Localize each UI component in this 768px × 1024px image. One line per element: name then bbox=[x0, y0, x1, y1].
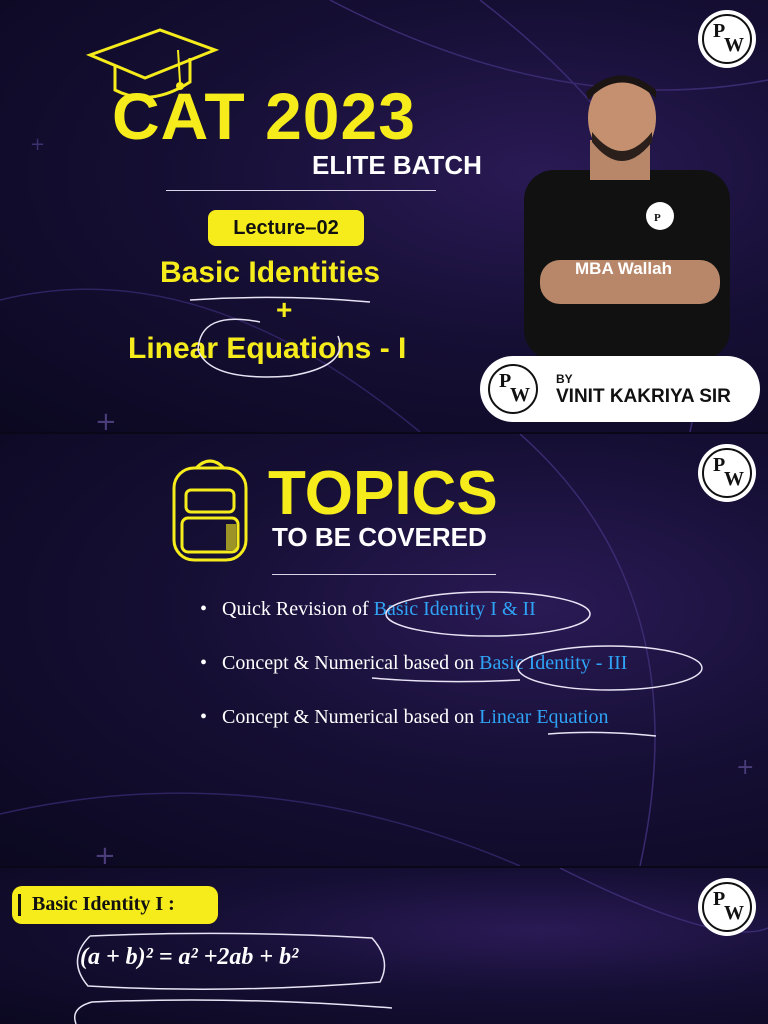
presenter-name: VINIT KAKRIYA SIR bbox=[556, 386, 731, 407]
svg-text:+: + bbox=[95, 407, 117, 432]
backpack-icon bbox=[166, 454, 254, 564]
topic-line-1: Basic Identities bbox=[160, 256, 381, 289]
pw-logo-icon: P W bbox=[698, 444, 756, 502]
list-item: • Concept & Numerical based on Basic Identity - III bbox=[200, 652, 628, 674]
topic-highlight: Basic Identity I & II bbox=[373, 598, 536, 620]
lecture-badge: Lecture–02 bbox=[208, 210, 364, 246]
svg-text:P: P bbox=[654, 212, 661, 224]
pw-logo-icon: P W bbox=[484, 360, 542, 418]
batch-label: ELITE BATCH bbox=[312, 150, 482, 180]
divider bbox=[166, 190, 436, 191]
topics-title: TOPICS bbox=[268, 459, 498, 528]
topic-line-2: Linear Equations - I bbox=[128, 332, 407, 365]
topic-highlight: Basic Identity - III bbox=[479, 652, 628, 674]
topics-subtitle: TO BE COVERED bbox=[272, 522, 487, 552]
course-title: CAT 2023 bbox=[112, 79, 416, 153]
svg-text:+: + bbox=[30, 134, 46, 155]
by-label: BY bbox=[556, 372, 573, 386]
identity-slide bbox=[0, 866, 768, 1024]
svg-text:+: + bbox=[94, 841, 116, 866]
plus-sign: + bbox=[276, 294, 293, 325]
pw-logo-icon: P W bbox=[698, 878, 756, 936]
presenter-photo bbox=[520, 70, 740, 360]
list-item: • Quick Revision of Basic Identity I & II bbox=[200, 598, 536, 620]
svg-text:+: + bbox=[736, 755, 755, 780]
identity-formula: (a + b)² = a² +2ab + b² bbox=[80, 944, 299, 970]
topic-list bbox=[200, 594, 627, 756]
shirt-text: MBA Wallah bbox=[575, 259, 672, 278]
divider bbox=[272, 574, 496, 575]
pw-logo-icon: P W bbox=[698, 10, 756, 68]
list-item: • Concept & Numerical based on Linear Equation bbox=[200, 706, 609, 728]
topics-slide bbox=[0, 432, 768, 866]
presenter-badge bbox=[480, 356, 760, 422]
title-slide bbox=[0, 0, 768, 432]
topic-highlight: Linear Equation bbox=[479, 706, 609, 728]
section-heading: Basic Identity I : bbox=[12, 886, 218, 924]
